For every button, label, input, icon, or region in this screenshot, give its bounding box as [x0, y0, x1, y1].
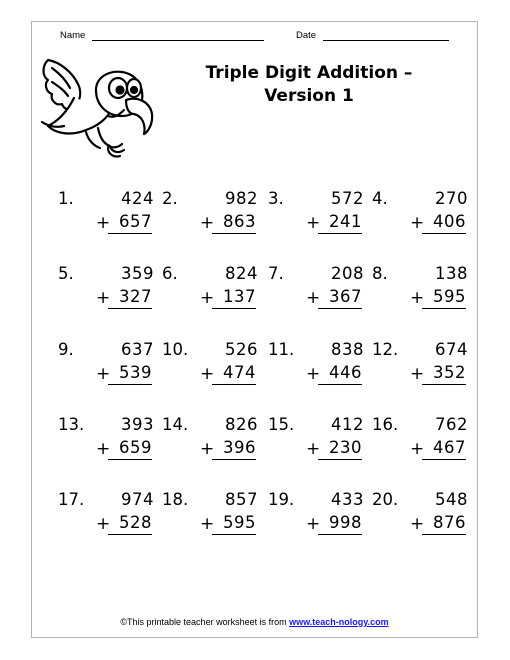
footer-link[interactable]: www.teach-nology.com [289, 617, 389, 627]
problem-top-addend: 424 [121, 189, 154, 208]
problem-number: 4. [372, 189, 388, 208]
addition-problem [372, 187, 468, 239]
plus-sign: + [200, 364, 215, 384]
problem-bottom-addend: 352 [422, 362, 466, 385]
problem-bottom-addend: 137 [212, 286, 256, 309]
addition-problem [58, 338, 154, 390]
addition-problem [58, 488, 154, 540]
problem-number: 6. [162, 264, 178, 283]
problem-bottom-addend: 863 [212, 211, 256, 234]
addition-problem [162, 338, 258, 390]
problem-top-addend: 857 [225, 490, 258, 509]
plus-sign: + [410, 439, 425, 459]
cartoon-parrot-icon [38, 52, 158, 167]
problem-number: 9. [58, 340, 74, 359]
plus-sign: + [200, 439, 215, 459]
problem-bottom-addend: 998 [318, 512, 362, 535]
problem-top-addend: 138 [435, 264, 468, 283]
problem-number: 8. [372, 264, 388, 283]
problem-number: 2. [162, 189, 178, 208]
addition-problem [372, 338, 468, 390]
problem-top-addend: 572 [331, 189, 364, 208]
date-blank-line [323, 40, 449, 41]
problem-top-addend: 637 [121, 340, 154, 359]
problem-number: 10. [162, 340, 189, 359]
name-blank-line [92, 40, 264, 41]
addition-problem [162, 488, 258, 540]
problem-bottom-addend: 539 [108, 362, 152, 385]
plus-sign: + [200, 213, 215, 233]
plus-sign: + [96, 288, 111, 308]
addition-problem [268, 262, 364, 314]
problem-number: 15. [268, 415, 295, 434]
addition-problem [162, 413, 258, 465]
name-label: Name [60, 30, 86, 41]
plus-sign: + [96, 514, 111, 534]
problem-top-addend: 838 [331, 340, 364, 359]
plus-sign: + [410, 514, 425, 534]
plus-sign: + [96, 439, 111, 459]
problem-number: 14. [162, 415, 189, 434]
addition-problem [372, 488, 468, 540]
plus-sign: + [410, 364, 425, 384]
addition-problem [268, 338, 364, 390]
worksheet-title-line1: Triple Digit Addition – [205, 63, 413, 83]
addition-problem [372, 413, 468, 465]
problem-bottom-addend: 659 [108, 437, 152, 460]
problem-bottom-addend: 367 [318, 286, 362, 309]
plus-sign: + [306, 213, 321, 233]
problem-number: 3. [268, 189, 284, 208]
addition-problem [162, 187, 258, 239]
problem-top-addend: 762 [435, 415, 468, 434]
problem-top-addend: 982 [225, 189, 258, 208]
problem-number: 1. [58, 189, 74, 208]
problem-number: 20. [372, 490, 399, 509]
problem-top-addend: 270 [435, 189, 468, 208]
plus-sign: + [306, 364, 321, 384]
problem-top-addend: 359 [121, 264, 154, 283]
problem-top-addend: 548 [435, 490, 468, 509]
addition-problem [58, 187, 154, 239]
plus-sign: + [96, 213, 111, 233]
worksheet-title-line2: Version 1 [264, 86, 354, 106]
addition-problem [268, 187, 364, 239]
addition-problem [268, 413, 364, 465]
problem-number: 17. [58, 490, 85, 509]
addition-problem [372, 262, 468, 314]
plus-sign: + [410, 288, 425, 308]
problem-bottom-addend: 595 [212, 512, 256, 535]
addition-problem [268, 488, 364, 540]
problem-number: 12. [372, 340, 399, 359]
problem-bottom-addend: 446 [318, 362, 362, 385]
problem-bottom-addend: 474 [212, 362, 256, 385]
problem-number: 11. [268, 340, 295, 359]
problem-number: 7. [268, 264, 284, 283]
problem-bottom-addend: 406 [422, 211, 466, 234]
plus-sign: + [306, 514, 321, 534]
plus-sign: + [410, 213, 425, 233]
problem-number: 19. [268, 490, 295, 509]
problem-bottom-addend: 528 [108, 512, 152, 535]
addition-problem [58, 262, 154, 314]
problem-top-addend: 826 [225, 415, 258, 434]
problem-top-addend: 824 [225, 264, 258, 283]
problem-number: 16. [372, 415, 399, 434]
problem-bottom-addend: 241 [318, 211, 362, 234]
problem-bottom-addend: 230 [318, 437, 362, 460]
date-label: Date [296, 30, 317, 41]
problem-top-addend: 974 [121, 490, 154, 509]
problem-number: 18. [162, 490, 189, 509]
footer-credit [31, 617, 478, 627]
problem-top-addend: 674 [435, 340, 468, 359]
addition-problem [162, 262, 258, 314]
problem-bottom-addend: 327 [108, 286, 152, 309]
problem-number: 5. [58, 264, 74, 283]
footer-text: ©This printable teacher worksheet is from [120, 617, 290, 627]
problem-number: 13. [58, 415, 85, 434]
problem-top-addend: 526 [225, 340, 258, 359]
plus-sign: + [306, 439, 321, 459]
problem-bottom-addend: 595 [422, 286, 466, 309]
addition-problem [58, 413, 154, 465]
problem-top-addend: 433 [331, 490, 364, 509]
problem-bottom-addend: 467 [422, 437, 466, 460]
problem-bottom-addend: 657 [108, 211, 152, 234]
plus-sign: + [200, 514, 215, 534]
problem-bottom-addend: 396 [212, 437, 256, 460]
plus-sign: + [200, 288, 215, 308]
problem-bottom-addend: 876 [422, 512, 466, 535]
problem-top-addend: 208 [331, 264, 364, 283]
problem-top-addend: 393 [121, 415, 154, 434]
plus-sign: + [306, 288, 321, 308]
problem-top-addend: 412 [331, 415, 364, 434]
plus-sign: + [96, 364, 111, 384]
